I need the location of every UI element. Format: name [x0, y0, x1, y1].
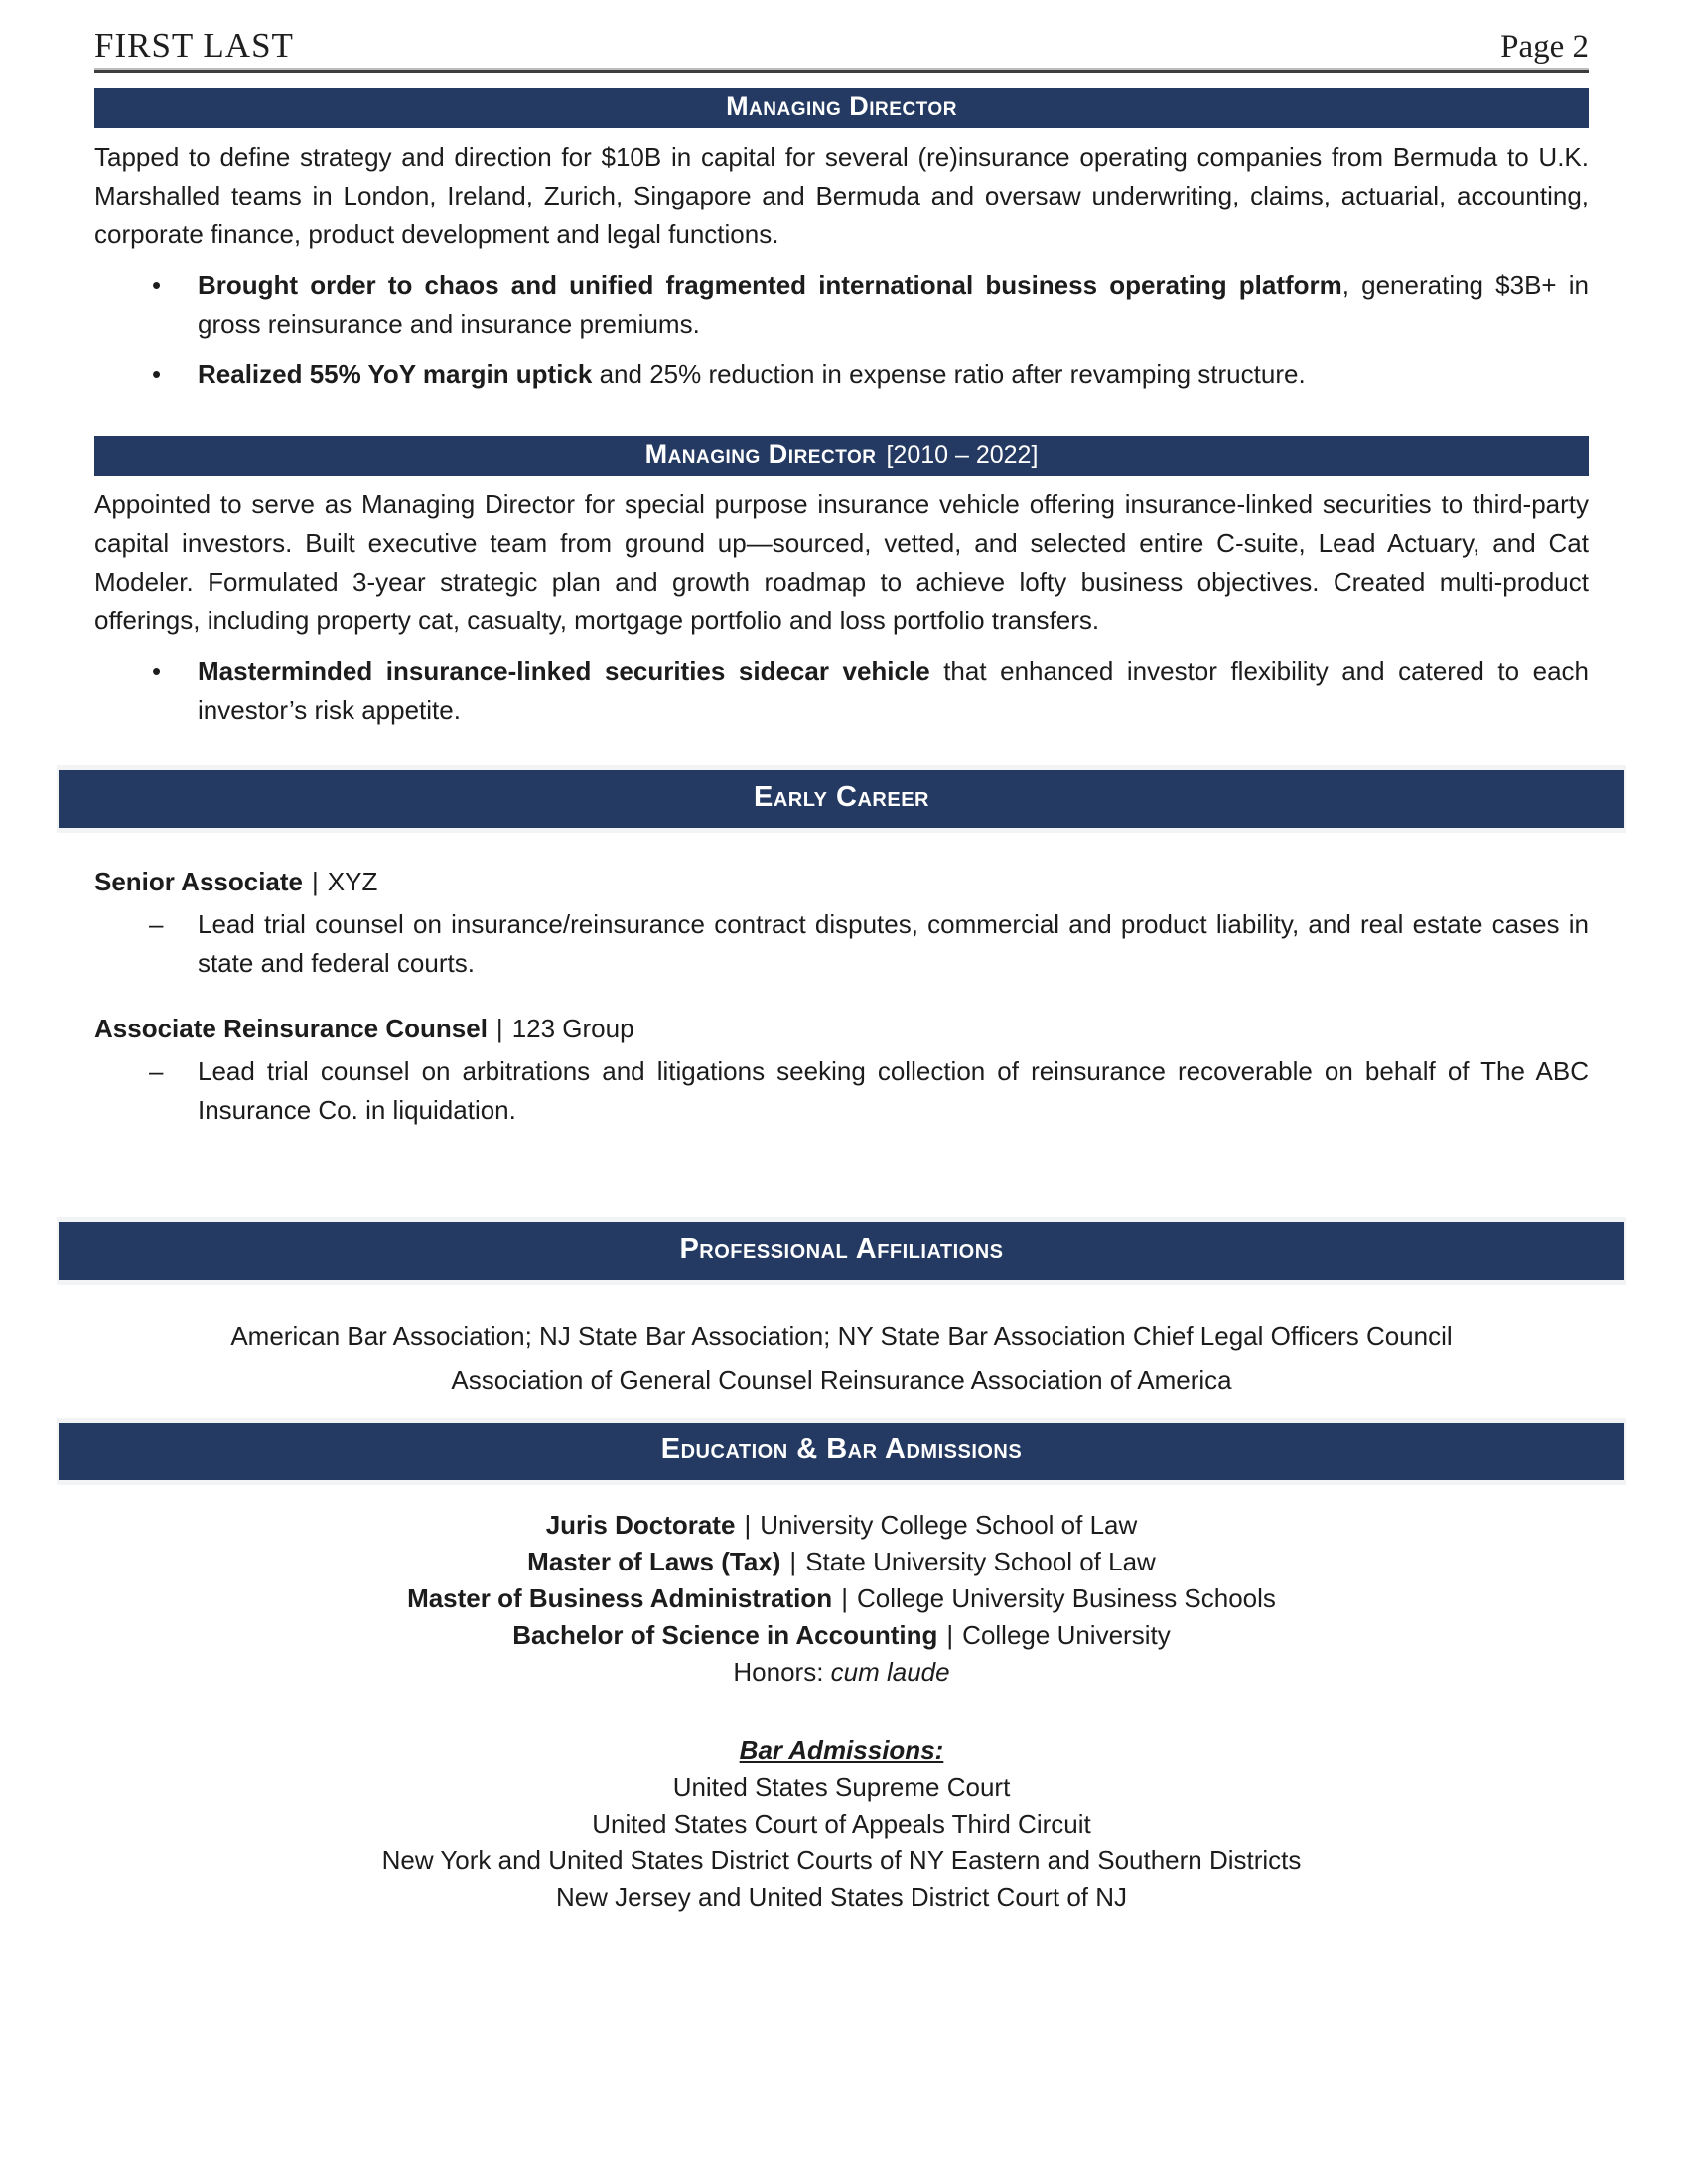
bar-admission-line-2: United States Court of Appeals Third Circuit [592, 1809, 1091, 1839]
banner-managing-director-1 [94, 88, 1589, 128]
dash-bullet-icon: – [149, 909, 164, 939]
dash-bullet-icon: – [149, 1056, 164, 1086]
job-title-line-1 [94, 863, 1589, 901]
banner-professional-affiliations [59, 1222, 1624, 1280]
bar-admission-line-1: United States Supreme Court [672, 1772, 1011, 1802]
job-1-company: XYZ [327, 867, 378, 896]
md2-bullet-1-rest: that enhanced investor flexibility and catered to each investor’s risk appetite. [198, 656, 1589, 725]
banner-education [59, 1423, 1624, 1480]
banner-managing-director-2-dates: [2010 – 2022] [886, 441, 1039, 469]
header-rule [94, 70, 1589, 73]
banner-early-career-wrap [57, 765, 1626, 833]
pipe-separator: | [312, 867, 319, 896]
md2-bullet-1-bold: Masterminded insurance-linked securities sidecar vehicle [198, 656, 930, 686]
honors-value: cum laude [830, 1657, 950, 1687]
degree-2-school: State University School of Law [805, 1547, 1156, 1576]
pipe-separator: | [946, 1620, 954, 1650]
honors-label: Honors: [733, 1657, 831, 1687]
job-2-bullet-text: Lead trial counsel on arbitrations and litigations seeking collection of reinsurance recoverable on behalf of The ABC Insurance Co. in liquidation. [198, 1056, 1589, 1125]
degree-1-school: University College School of Law [760, 1510, 1138, 1540]
bar-admission-line-4: New Jersey and United States District Court of NJ [555, 1882, 1128, 1912]
bullet-icon: • [152, 656, 162, 686]
banner-managing-director-1-title: Managing Director [726, 91, 957, 121]
banner-professional-affiliations-title: Professional Affiliations [679, 1233, 1004, 1265]
degree-2-name: Master of Laws (Tax) [527, 1547, 781, 1576]
banner-managing-director-2 [94, 436, 1589, 476]
pipe-separator: | [744, 1510, 752, 1540]
md2-bullet-1 [94, 652, 1589, 730]
degree-4-school: College University [962, 1620, 1171, 1650]
md2-summary-paragraph: Appointed to serve as Managing Director for special purpose insurance vehicle offering insurance-linked securities to third-party capital investors. Built executive team from ground up—sourced, vetted, and selected entire C-suite, Lead Actuary, and Cat Modeler. Formulated 3-year strategic plan and growth roadmap to achieve lofty business objectives. Created multi-product offerings, including property cat, casualty, mortgage portfolio and loss portfolio transfers. [94, 489, 1589, 635]
degree-line-2 [94, 1544, 1589, 1580]
banner-education-title: Education & Bar Admissions [660, 1433, 1023, 1465]
bar-admissions-heading: Bar Admissions: [739, 1735, 944, 1765]
banner-education-wrap [57, 1418, 1626, 1485]
honors-line [94, 1654, 1589, 1691]
job-2-company: 123 Group [511, 1014, 634, 1043]
degree-line-1 [94, 1507, 1589, 1544]
degree-3-name: Master of Business Administration [407, 1583, 833, 1613]
degree-line-4 [94, 1617, 1589, 1654]
document-author-name: FIRST LAST [94, 26, 294, 65]
banner-professional-affiliations-wrap [57, 1217, 1626, 1285]
md1-bullet-1-bold: Brought order to chaos and unified fragmented international business operating platform [198, 270, 1342, 300]
page-header [94, 26, 1589, 66]
degree-4-name: Bachelor of Science in Accounting [512, 1620, 938, 1650]
bullet-icon: • [152, 359, 162, 389]
degree-3-school: College University Business Schools [856, 1583, 1276, 1613]
affiliation-line-1: American Bar Association; NJ State Bar Association; NY State Bar Association Chief Legal Officers Council [230, 1321, 1453, 1351]
job-2-title: Associate Reinsurance Counsel [94, 1014, 488, 1043]
pipe-separator: | [841, 1583, 848, 1613]
banner-early-career [59, 770, 1624, 828]
degree-line-3 [94, 1580, 1589, 1617]
affiliations-list [94, 1314, 1589, 1402]
md1-bullet-1 [94, 266, 1589, 343]
pipe-separator: | [495, 1014, 503, 1043]
page-number-label: Page 2 [1500, 29, 1589, 65]
job-1-title: Senior Associate [94, 867, 304, 896]
affiliation-line-2: Association of General Counsel Reinsurance Association of America [451, 1365, 1232, 1395]
degree-1-name: Juris Doctorate [545, 1510, 736, 1540]
job-1-bullet-text: Lead trial counsel on insurance/reinsurance contract disputes, commercial and product liability, and real estate cases in state and federal courts. [198, 909, 1589, 978]
md1-bullet-1-rest: , generating $3B+ in gross reinsurance and insurance premiums. [198, 270, 1589, 339]
bar-admission-line-3: New York and United States District Courts of NY Eastern and Southern Districts [381, 1845, 1302, 1875]
bullet-icon: • [152, 270, 162, 300]
md1-bullet-2-bold: Realized 55% YoY margin uptick [198, 359, 593, 389]
md1-bullet-2 [94, 355, 1589, 394]
job-title-line-2 [94, 1010, 1589, 1048]
pipe-separator: | [789, 1547, 797, 1576]
md1-summary-paragraph: Tapped to define strategy and direction for $10B in capital for several (re)insurance operating companies from Bermuda to U.K. Marshalled teams in London, Ireland, Zurich, Singapore and Bermuda and oversaw underwriting, claims, actuarial, accounting, corporate finance, product development and legal functions. [94, 142, 1589, 249]
md1-bullet-2-rest: and 25% reduction in expense ratio after revamping structure. [592, 359, 1306, 389]
education-list [94, 1507, 1589, 1916]
banner-managing-director-2-title: Managing Director [644, 439, 877, 469]
banner-early-career-title: Early Career [754, 781, 929, 813]
job-1-bullet [94, 905, 1589, 983]
job-2-bullet [94, 1052, 1589, 1130]
